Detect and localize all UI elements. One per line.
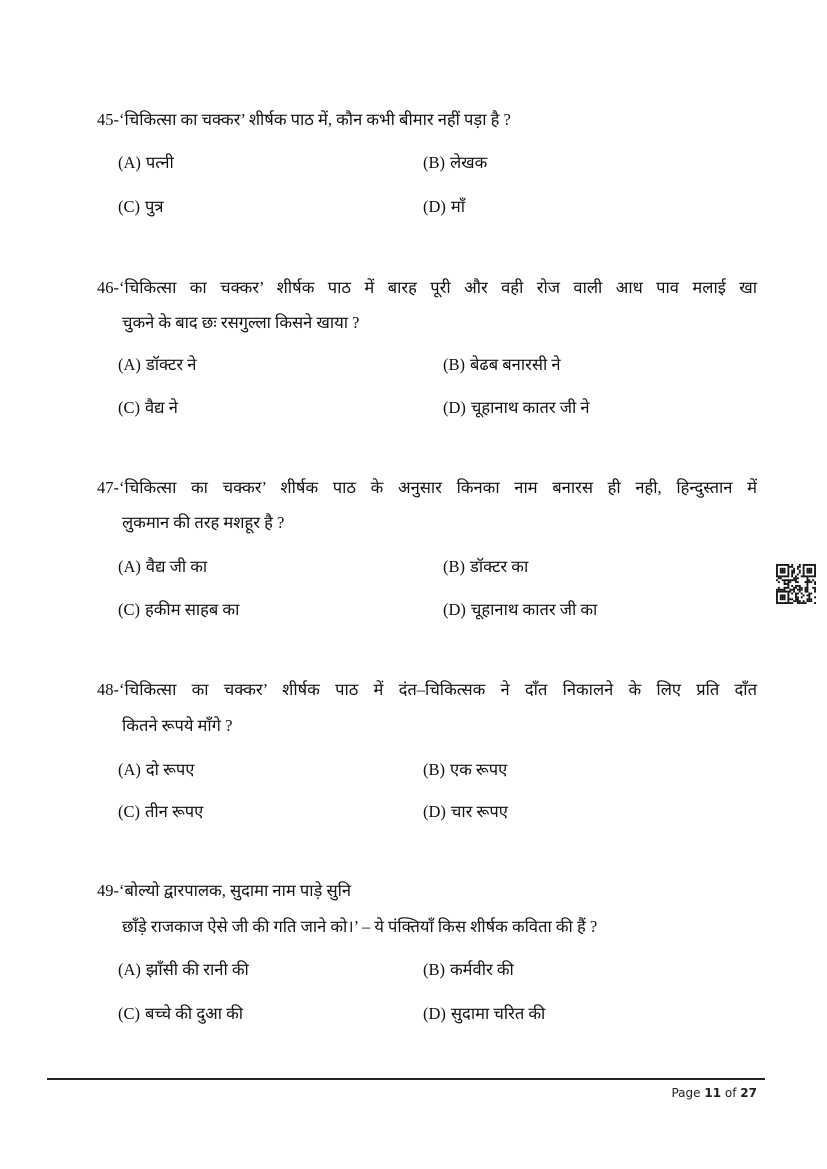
option-text: दो रूपए: [145, 760, 195, 779]
question-number: 46-: [97, 278, 119, 297]
qr-code-icon: [776, 564, 816, 604]
option-a: [118, 153, 174, 173]
option-text: माँ: [450, 197, 466, 216]
question-stem: ‘चिकित्सा का चक्कर’ शीर्षक पाठ में, कौन कभी बीमार नहीं पड़ा है ?: [119, 110, 511, 129]
option-text: बेढब बनारसी ने: [470, 355, 561, 374]
option-label: (A): [118, 760, 141, 779]
option-a: [118, 557, 207, 577]
option-text: बच्चे की दुआ की: [145, 1004, 244, 1023]
option-d: [423, 197, 465, 217]
option-a: [118, 355, 196, 375]
option-label: (A): [118, 153, 141, 172]
option-text: लेखक: [450, 153, 488, 172]
option-text: तीन रूपए: [145, 802, 204, 821]
option-d: [443, 398, 590, 418]
option-text: वैद्य ने: [145, 398, 178, 417]
option-label: (D): [443, 600, 466, 619]
option-text: चूहानाथ कातर जी का: [470, 600, 598, 619]
option-text: हकीम साहब का: [145, 600, 240, 619]
option-b: [423, 760, 507, 780]
question-stem: ‘चिकित्सा का चक्कर’ शीर्षक पाठ में दंत–चिकित्सक ने दाँत निकालने के लिए प्रति दाँत: [119, 680, 757, 699]
option-label: (B): [423, 153, 445, 172]
option-c: [118, 197, 163, 217]
question-stem: ‘चिकित्सा का चक्कर’ शीर्षक पाठ के अनुसार किनका नाम बनारस ही नही, हिन्दुस्तान में: [119, 478, 757, 497]
option-label: (B): [423, 960, 445, 979]
page-number: Page 11 of 27: [671, 1086, 757, 1100]
option-text: झाँसी की रानी की: [145, 960, 249, 979]
option-text: पत्नी: [145, 153, 174, 172]
option-label: (B): [443, 557, 465, 576]
option-b: [423, 960, 514, 980]
option-label: (A): [118, 960, 141, 979]
question-text: [97, 110, 511, 130]
option-label: (D): [423, 197, 446, 216]
option-label: (C): [118, 600, 140, 619]
option-d: [423, 802, 508, 822]
option-label: (A): [118, 557, 141, 576]
option-label: (B): [443, 355, 465, 374]
option-text: चार रूपए: [450, 802, 508, 821]
option-b: [443, 355, 561, 375]
option-c: [118, 1004, 243, 1024]
option-label: (C): [118, 1004, 140, 1023]
footer-divider: [47, 1078, 765, 1080]
question-stem: ‘चिकित्सा का चक्कर’ शीर्षक पाठ में बारह पूरी और वही रोज वाली आध पाव मलाई खा: [119, 278, 757, 297]
option-c: [118, 600, 239, 620]
question-number: 48-: [97, 680, 119, 699]
option-d: [423, 1004, 545, 1024]
question-text: [97, 278, 757, 298]
option-label: (D): [423, 1004, 446, 1023]
option-text: पुत्र: [145, 197, 164, 216]
question-stem: ‘बोल्यो द्वारपालक, सुदामा नाम पाड़े सुनि: [119, 881, 352, 900]
option-text: चूहानाथ कातर जी ने: [470, 398, 590, 417]
option-c: [118, 802, 203, 822]
question-text-continued: छाँड़े राजकाज ऐसे जी की गति जाने को।’ – ये पंक्तियाँ किस शीर्षक कविता की हैं ?: [122, 917, 598, 936]
option-text: डॉक्टर ने: [145, 355, 197, 374]
question-number: 49-: [97, 881, 119, 900]
option-text: एक रूपए: [450, 760, 508, 779]
option-b: [423, 153, 487, 173]
option-label: (B): [423, 760, 445, 779]
question-text: [97, 680, 757, 700]
question-number: 47-: [97, 478, 119, 497]
option-label: (C): [118, 398, 140, 417]
option-c: [118, 398, 178, 418]
option-label: (D): [443, 398, 466, 417]
option-label: (C): [118, 197, 140, 216]
question-text: [97, 478, 757, 498]
option-d: [443, 600, 597, 620]
option-label: (A): [118, 355, 141, 374]
question-text-continued: चुकने के बाद छः रसगुल्ला किसने खाया ?: [122, 313, 360, 332]
question-text-continued: कितने रूपये माँगे ?: [122, 716, 233, 735]
option-text: डॉक्टर का: [470, 557, 529, 576]
option-a: [118, 760, 194, 780]
option-text: कर्मवीर की: [450, 960, 514, 979]
option-text: सुदामा चरित की: [450, 1004, 546, 1023]
question-text-continued: लुकमान की तरह मशहूर है ?: [122, 513, 285, 532]
question-text: [97, 881, 351, 901]
option-b: [443, 557, 528, 577]
option-label: (C): [118, 802, 140, 821]
option-label: (D): [423, 802, 446, 821]
question-number: 45-: [97, 110, 119, 129]
option-a: [118, 960, 249, 980]
option-text: वैद्य जी का: [145, 557, 208, 576]
